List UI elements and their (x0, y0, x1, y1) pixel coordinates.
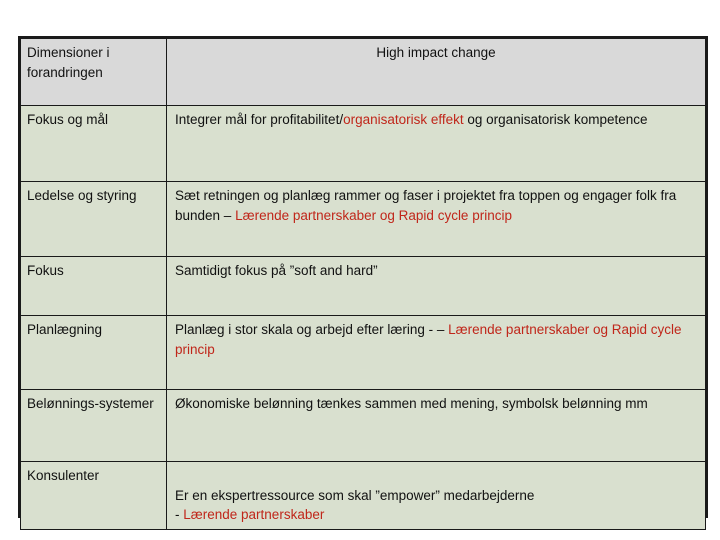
text-segment: og organisatorisk kompetence (463, 112, 648, 127)
row-label: Fokus (21, 257, 167, 316)
highlight-text: organisatorisk effekt (343, 112, 464, 127)
row-description (167, 390, 706, 462)
row-description (167, 462, 706, 530)
highlight-text: Lærende partnerskaber og Rapid cycle princip (235, 207, 512, 223)
text-segment: Samtidigt fokus på ”soft and hard” (175, 263, 378, 278)
row-label: Ledelse og styring (21, 182, 167, 257)
row-label: Belønnings-systemer (21, 390, 167, 462)
highlight-text: Lærende partnerskaber (183, 507, 325, 523)
table-row (21, 182, 706, 257)
header-cell-dimensions: Dimensioner i forandringen (21, 39, 167, 106)
table-row (21, 106, 706, 182)
row-label: Planlægning (21, 316, 167, 390)
comparison-table (20, 38, 706, 530)
table-row (21, 390, 706, 462)
text-segment: Sæt retningen og planlæg rammer og faser i projektet fra toppen og engager folk fra bunden – (175, 188, 677, 223)
row-description (167, 182, 706, 257)
highlight-text: Lærende partnerskaber og Rapid cycle princip (175, 322, 682, 357)
row-label: Fokus og mål (21, 106, 167, 182)
table-row (21, 462, 706, 530)
header-cell-high-impact-change: High impact change (167, 39, 706, 106)
row-label: Konsulenter (21, 462, 167, 530)
text-segment: Økonomiske belønning tænkes sammen med mening, symbolsk belønning mm (175, 396, 648, 411)
table-header-row (21, 39, 706, 106)
text-segment: Planlæg i stor skala og arbejd efter læring - – (175, 322, 449, 337)
row-description (167, 316, 706, 390)
text-segment: - (175, 507, 184, 523)
table-row (21, 257, 706, 316)
text-segment: Integrer mål for profitabilitet/ (175, 112, 344, 127)
row-description (167, 257, 706, 316)
table-row (21, 316, 706, 390)
text-segment: Er en ekspertressource som skal ”empower” medarbejderne (175, 487, 535, 503)
row-description (167, 106, 706, 182)
comparison-table-frame (18, 36, 708, 523)
